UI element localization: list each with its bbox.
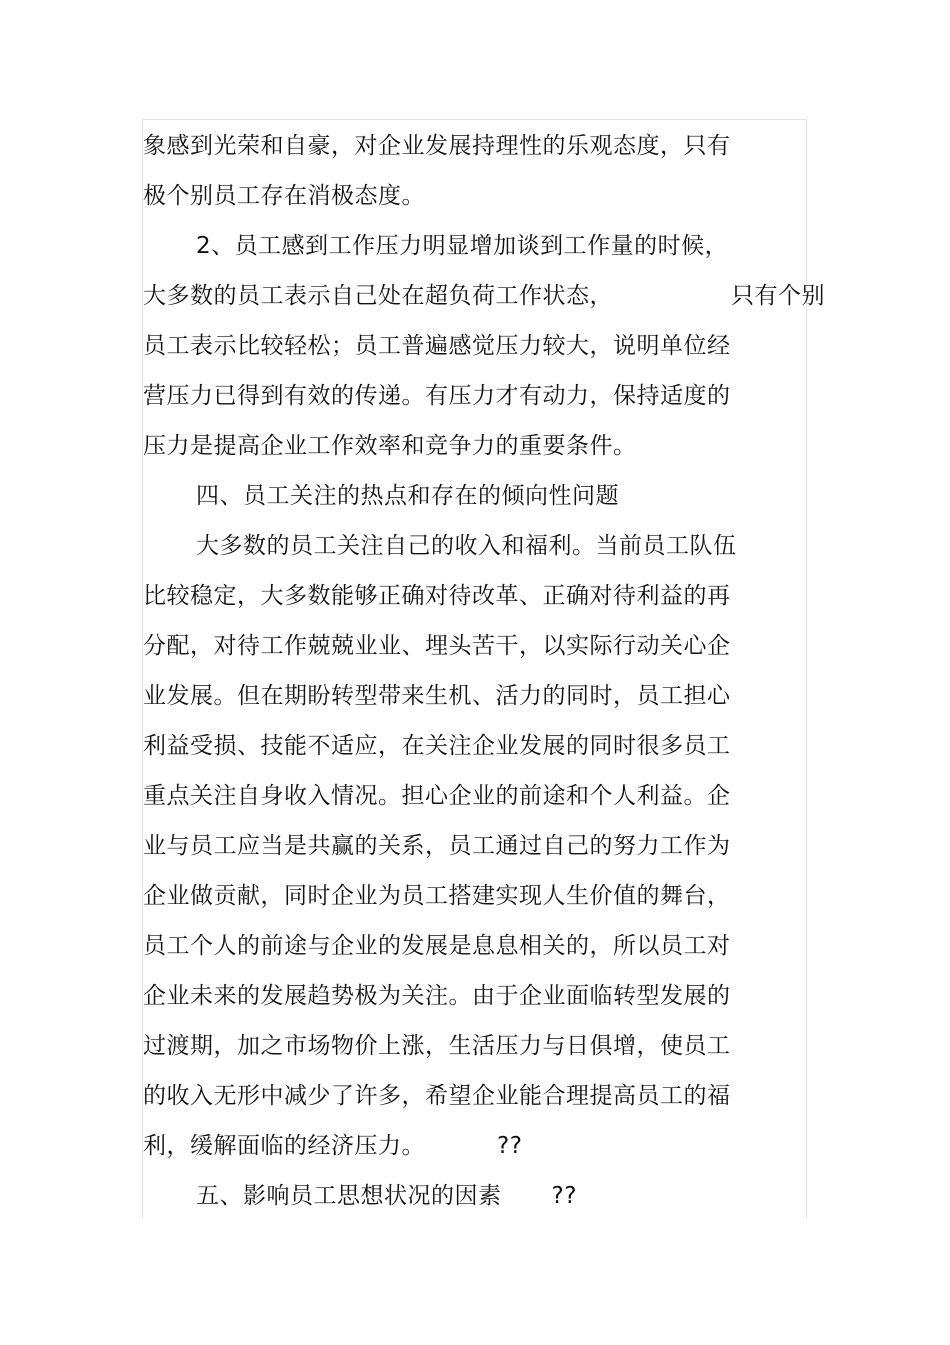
text-line: 大多数的员工关注自己的收入和福利。当前员工队伍 (196, 533, 737, 559)
text-line: 比较稳定，大多数能够正确对待改革、正确对待利益的再 (143, 583, 731, 609)
text-line: 极个别员工存在消极态度。 (143, 183, 425, 209)
text-line: 营压力已得到有效的传递。有压力才有动力，保持适度的 (143, 383, 731, 409)
text-segment: 大多数的员工表示自己处在超负荷工作状态， (143, 283, 613, 309)
text-line (143, 281, 825, 311)
text-line: 象感到光荣和自豪，对企业发展持理性的乐观态度，只有 (143, 133, 731, 159)
text-line: 业与员工应当是共赢的关系，员工通过自己的努力工作为 (143, 833, 731, 859)
placeholder-marks: ?? (497, 1133, 523, 1159)
text-segment: 只有个别 (731, 283, 825, 309)
text-segment: 利，缓解面临的经济压力。 (143, 1133, 425, 1159)
text-line: 压力是提高企业工作效率和竞争力的重要条件。 (143, 433, 637, 459)
section-heading (196, 1181, 577, 1211)
text-line: 的收入无形中减少了许多，希望企业能合理提高员工的福 (143, 1083, 731, 1109)
text-line: 分配，对待工作兢兢业业、埋头苦干，以实际行动关心企 (143, 633, 731, 659)
section-heading: 四、员工关注的热点和存在的倾向性问题 (196, 483, 619, 509)
text-line: 企业未来的发展趋势极为关注。由于企业面临转型发展的 (143, 983, 731, 1009)
text-segment: 五、影响员工思想状况的因素 (196, 1183, 502, 1209)
text-line: 业发展。但在期盼转型带来生机、活力的同时，员工担心 (143, 683, 731, 709)
text-line: 重点关注自身收入情况。担心企业的前途和个人利益。企 (143, 783, 731, 809)
text-line: 过渡期，加之市场物价上涨，生活压力与日俱增，使员工 (143, 1033, 731, 1059)
placeholder-marks: ?? (551, 1183, 577, 1209)
text-line: 企业做贡献，同时企业为员工搭建实现人生价值的舞台， (143, 883, 731, 909)
text-line: 2、员工感到工作压力明显增加谈到工作量的时候， (196, 233, 729, 259)
text-line: 员工表示比较轻松；员工普遍感觉压力较大，说明单位经 (143, 333, 731, 359)
text-line (143, 1131, 522, 1161)
text-line: 利益受损、技能不适应，在关注企业发展的同时很多员工 (143, 733, 731, 759)
text-line: 员工个人的前途与企业的发展是息息相关的，所以员工对 (143, 933, 731, 959)
